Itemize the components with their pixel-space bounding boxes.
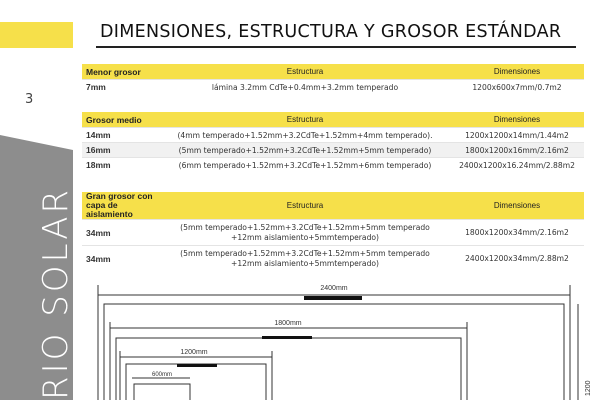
- cell-estructura: (4mm temperado+1.52mm+3.2CdTe+1.52mm+4mm temperado).: [160, 128, 450, 143]
- panel-600: [134, 384, 190, 400]
- table-header-label: Menor grosor: [82, 64, 160, 80]
- cell-estructura-line1: (5mm temperado+1.52mm+3.2CdTe+1.52mm+5mm temperado: [180, 248, 430, 258]
- table-header-dimensiones: Dimensiones: [450, 112, 584, 128]
- table-row: [82, 158, 584, 173]
- label-600: 600mm: [151, 372, 173, 378]
- panel-1200: [126, 364, 266, 400]
- junction-bar-1800: [262, 336, 312, 339]
- page-number: 3: [25, 92, 34, 107]
- title-underline: [96, 46, 576, 48]
- junction-bar-2400: [304, 296, 362, 300]
- cell-dimensiones: 1200x1200x14mm/1.44m2: [450, 128, 584, 143]
- table-grosor-medio: [82, 112, 584, 172]
- cell-dimensiones: 1800x1200x34mm/2.16m2: [450, 220, 584, 246]
- table-row: [82, 246, 584, 272]
- label-2400: 2400mm: [320, 285, 348, 292]
- cell-grosor: 14mm: [82, 128, 160, 143]
- table-header-estructura: Estructura: [160, 112, 450, 128]
- table-header-dimensiones: Dimensiones: [450, 64, 584, 80]
- table-header-estructura: Estructura: [160, 64, 450, 80]
- junction-bar-1200: [177, 364, 217, 367]
- panel-2400: [104, 304, 564, 400]
- cell-grosor: 18mm: [82, 158, 160, 173]
- sidebar-accent-bar: [0, 22, 73, 48]
- cell-grosor: 34mm: [82, 246, 160, 272]
- cell-estructura: [160, 246, 450, 272]
- page-title: DIMENSIONES, ESTRUCTURA Y GROSOR ESTÁNDAR: [100, 22, 562, 42]
- table-header-estructura: Estructura: [160, 192, 450, 220]
- sidebar-vertical-text: RIO SOLAR: [36, 186, 76, 400]
- header-sublabel-text: con capa de aislamiento: [86, 191, 153, 219]
- cell-grosor: 16mm: [82, 143, 160, 158]
- cell-estructura-line1: (5mm temperado+1.52mm+3.2CdTe+1.52mm+5mm temperado: [180, 222, 430, 232]
- dimension-drawing: [82, 278, 594, 400]
- table-row: [82, 80, 584, 95]
- cell-dimensiones: 2400x1200x16.24mm/2.88m2: [450, 158, 584, 173]
- cell-estructura-line2: +12mm aislamiento+5mmtemperado): [230, 232, 380, 242]
- cell-estructura: (5mm temperado+1.52mm+3.2CdTe+1.52mm+5mm temperado): [160, 143, 450, 158]
- label-1200: 1200mm: [180, 349, 208, 356]
- table-header-label: [82, 192, 160, 220]
- label-1800: 1800mm: [274, 320, 302, 327]
- cell-estructura: (6mm temperado+1.52mm+3.2CdTe+1.52mm+6mm temperado): [160, 158, 450, 173]
- header-label-text: Gran grosor: [86, 191, 136, 201]
- panel-1800: [116, 338, 461, 400]
- table-gran-grosor: [82, 192, 584, 271]
- cell-grosor: 34mm: [82, 220, 160, 246]
- table-header-label: Grosor medio: [82, 112, 160, 128]
- table-row: [82, 220, 584, 246]
- cell-grosor: 7mm: [82, 80, 160, 95]
- label-height: 1200: [585, 380, 592, 396]
- table-row: [82, 143, 584, 158]
- table-menor-grosor: [82, 64, 584, 94]
- cell-estructura: [160, 220, 450, 246]
- cell-dimensiones: 1200x600x7mm/0.7m2: [450, 80, 584, 95]
- cell-dimensiones: 2400x1200x34mm/2.88m2: [450, 246, 584, 272]
- cell-estructura: lámina 3.2mm CdTe+0.4mm+3.2mm temperado: [160, 80, 450, 95]
- table-row: [82, 128, 584, 143]
- table-header-dimensiones: Dimensiones: [450, 192, 584, 220]
- cell-estructura-line2: +12mm aislamiento+5mmtemperado): [230, 258, 380, 268]
- sidebar: [0, 0, 76, 400]
- sidebar-corner: [0, 135, 73, 150]
- cell-dimensiones: 1800x1200x16mm/2.16m2: [450, 143, 584, 158]
